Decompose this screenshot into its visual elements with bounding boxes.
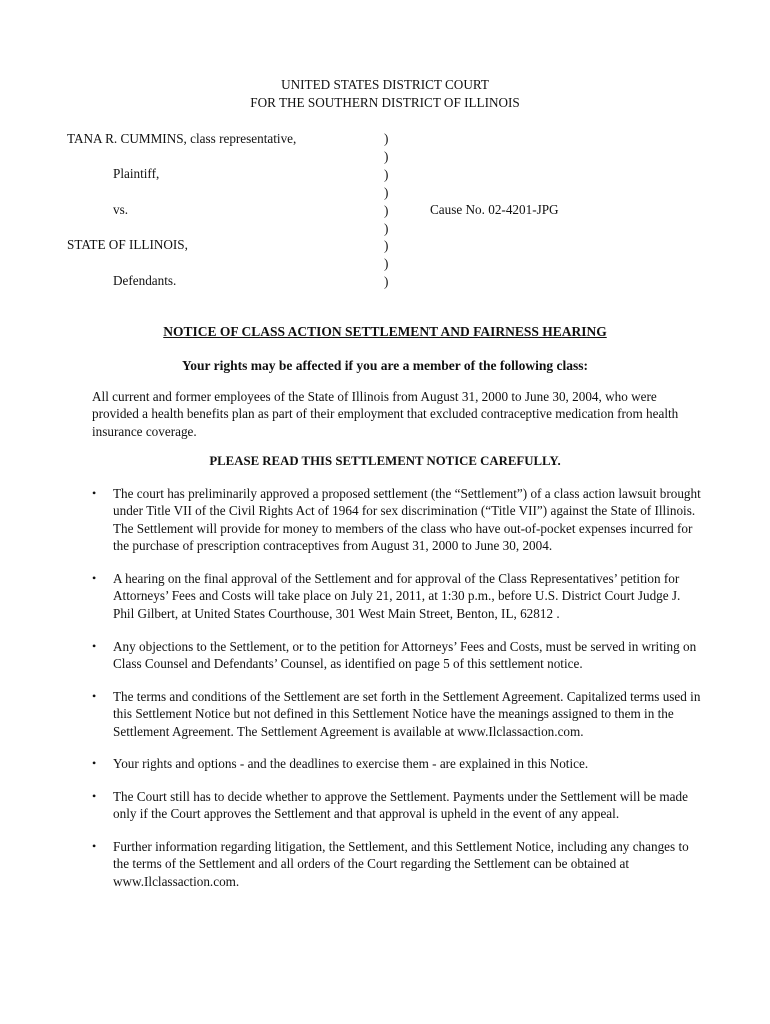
bullet-icon: • <box>92 639 97 653</box>
notice-title: NOTICE OF CLASS ACTION SETTLEMENT AND FAIRNESS HEARING <box>163 324 607 339</box>
rights-heading: Your rights may be affected if you are a member of the following class: <box>181 358 589 373</box>
bullet-text: The Court still has to decide whether to approve the Settlement. Payments under the Settlement will be made only if the Court approves the Settlement and that approval is upheld in the event of any appeal. <box>113 789 688 822</box>
defendant-role: Defendants. <box>113 273 177 288</box>
case-caption <box>0 130 770 290</box>
cause-number: Cause No. 02-4201-JPG <box>430 202 559 217</box>
court-header <box>0 76 770 112</box>
bullet-icon: • <box>92 789 97 803</box>
bullet-text: Further information regarding litigation, the Settlement, and this Settlement Notice, including any changes to the terms of the Settlement and all orders of the Court regarding the Settlement can be obtained at www.Ilclassaction.com. <box>113 839 689 889</box>
read-carefully-heading: PLEASE READ THIS SETTLEMENT NOTICE CAREFULLY. <box>209 454 561 468</box>
plaintiff-role: Plaintiff, <box>113 166 160 181</box>
caption-paren: ) <box>384 256 389 272</box>
bullet-icon: • <box>92 689 97 703</box>
plaintiff-name: TANA R. CUMMINS, class representative, <box>67 131 297 146</box>
bullet-text: The court has preliminarily approved a proposed settlement (the “Settlement”) of a class action lawsuit brought under Title VII of the Civil Rights Act of 1964 for sex discrimination (“Title VII”) against the State of Illinois. The Settlement will provide for money to members of the class who have out-of-pocket expenses incurred for the purchase of prescription contraceptives from August 31, 2000 to June 30, 2004. <box>113 486 701 554</box>
bullet-text: A hearing on the final approval of the Settlement and for approval of the Class Representatives’ petition for Attorneys’ Fees and Costs will take place on July 21, 2011, at 1:30 p.m., before U.S. District Court Judge J. Phil Gilbert, at United States Courthouse, 301 West Main Street, Benton, IL, 62812 . <box>113 571 681 621</box>
bullet-icon: • <box>92 756 97 770</box>
court-district: FOR THE SOUTHERN DISTRICT OF ILLINOIS <box>250 95 520 110</box>
caption-paren: ) <box>384 166 389 182</box>
caption-paren: ) <box>384 184 389 200</box>
class-definition: All current and former employees of the State of Illinois from August 31, 2000 to June 30, 2004, who were provided a health benefits plan as part of their employment that excluded contraceptive medication from health insurance coverage. <box>92 389 679 439</box>
bullet-icon: • <box>92 486 97 500</box>
caption-paren: ) <box>384 238 389 254</box>
bullet-text: Your rights and options - and the deadlines to exercise them - are explained in this Notice. <box>113 756 589 771</box>
caption-paren: ) <box>384 202 389 218</box>
caption-paren: ) <box>384 220 389 236</box>
court-name: UNITED STATES DISTRICT COURT <box>281 77 489 92</box>
defendant-name: STATE OF ILLINOIS, <box>67 237 188 252</box>
caption-paren-column <box>384 130 388 291</box>
bullet-text: Any objections to the Settlement, or to the petition for Attorneys’ Fees and Costs, must be served in writing on Class Counsel and Defendants’ Counsel, as identified on page 5 of this settlement notice. <box>113 639 697 672</box>
bullet-icon: • <box>92 571 97 585</box>
caption-paren: ) <box>384 148 389 164</box>
caption-paren: ) <box>384 274 389 290</box>
bullet-icon: • <box>92 839 97 853</box>
caption-paren: ) <box>384 131 389 146</box>
bullet-text: The terms and conditions of the Settlement are set forth in the Settlement Agreement. Capitalized terms used in this Settlement Notice but not defined in this Settlement Notice have the meanings assigned to them in the Settlement Agreement. The Settlement Agreement is available at www.Ilclassaction.com. <box>113 689 701 739</box>
versus-label: vs. <box>113 202 129 217</box>
